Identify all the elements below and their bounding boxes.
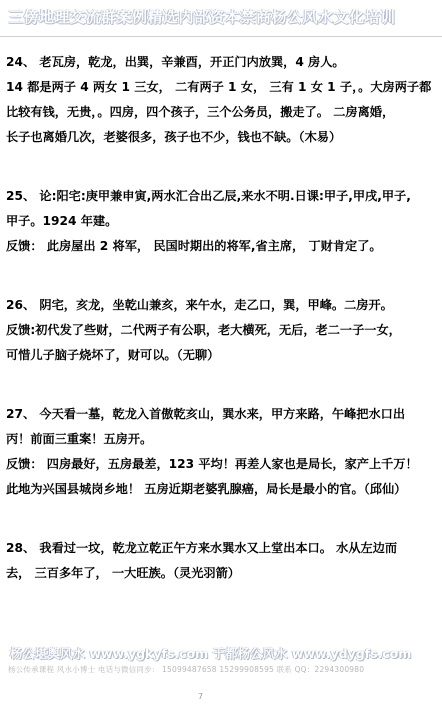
paragraph-line: 26、 阴宅，亥龙，坐乾山兼亥，来午水，走乙口，巽，甲峰。二房开。 bbox=[6, 298, 393, 312]
paragraph-line: 丙！前面三重案！五房开。 bbox=[6, 432, 153, 446]
paragraph-line: 长子也离婚几次，老婆很多，孩子也不少，钱也不缺。（木易） bbox=[6, 130, 342, 144]
document-body bbox=[6, 50, 438, 586]
paragraph-line: 25、 论:阳宅:庚甲兼申寅,两水汇合出乙辰,来水不明.日课:甲子,甲戌,甲子, bbox=[6, 189, 411, 203]
paragraph-line: 28、 我看过一坟，乾龙立乾正午方来水巽水又上堂出本口。 水从左边而 bbox=[6, 541, 398, 555]
paragraph-line: 比较有钱，无贵，。四房，四个孩子，三个公务员，搬走了。 二房离婚， bbox=[6, 105, 395, 119]
page-footer bbox=[0, 642, 442, 712]
paragraph-gap bbox=[6, 259, 438, 293]
paragraph-gap bbox=[6, 368, 438, 402]
paragraph-line: 此地为兴国县城岗乡地！ 五房近期老婆乳腺癌，局长是最小的官。（邱仙） bbox=[6, 482, 407, 496]
paragraph-gap bbox=[6, 150, 438, 184]
paragraph-line: 去， 三百多年了， 一大旺族。（灵光羽箭） bbox=[6, 566, 240, 580]
paragraph-line: 反馈： 此房屋出 2 将军， 民国时期出的将军,省主席， 丁财肯定了。 bbox=[6, 239, 382, 253]
paragraph-gap bbox=[6, 502, 438, 536]
header-title: 三傍地理交流群案例精选内部资本禁商杨公风水文化培训 bbox=[8, 8, 396, 26]
paragraph-line: 反馈： 四房最好，五房最差，123 平均！再差人家也是局长，家产上千万！ bbox=[6, 457, 418, 471]
paragraph-line: 24、 老瓦房，乾龙，出巽，辛兼酉，开正门内放巽，4 房人。 bbox=[6, 55, 345, 69]
paragraph-line: 甲子。1924 年建。 bbox=[6, 214, 118, 228]
paragraph-line: 14 都是两子 4 两女 1 三女， 二有两子 1 女， 三有 1 女 1 子，。大房两子都 bbox=[6, 80, 432, 94]
footer-websites: 杨公堪舆风水 www.ygkyfs.com 于都杨公风水 www.ydygfs.com bbox=[10, 646, 412, 661]
page-header bbox=[0, 0, 442, 37]
paragraph-line: 反馈:初代发了些财，二代两子有公职，老大横死，无后，老二一子一女， bbox=[6, 323, 401, 337]
page-number: 7 bbox=[198, 692, 204, 701]
paragraph-line: 27、 今天看一墓，乾龙入首傲乾亥山，巽水来，甲方来路，午峰把水口出 bbox=[6, 407, 406, 421]
paragraph-line: 可惜儿子脑子烧坏了，财可以。（无聊） bbox=[6, 348, 220, 362]
footer-contact: 杨公传承课程 风水小博士 电话与微信同步： 15099487658 15299908595 联系 QQ：2294300980 bbox=[8, 665, 365, 674]
